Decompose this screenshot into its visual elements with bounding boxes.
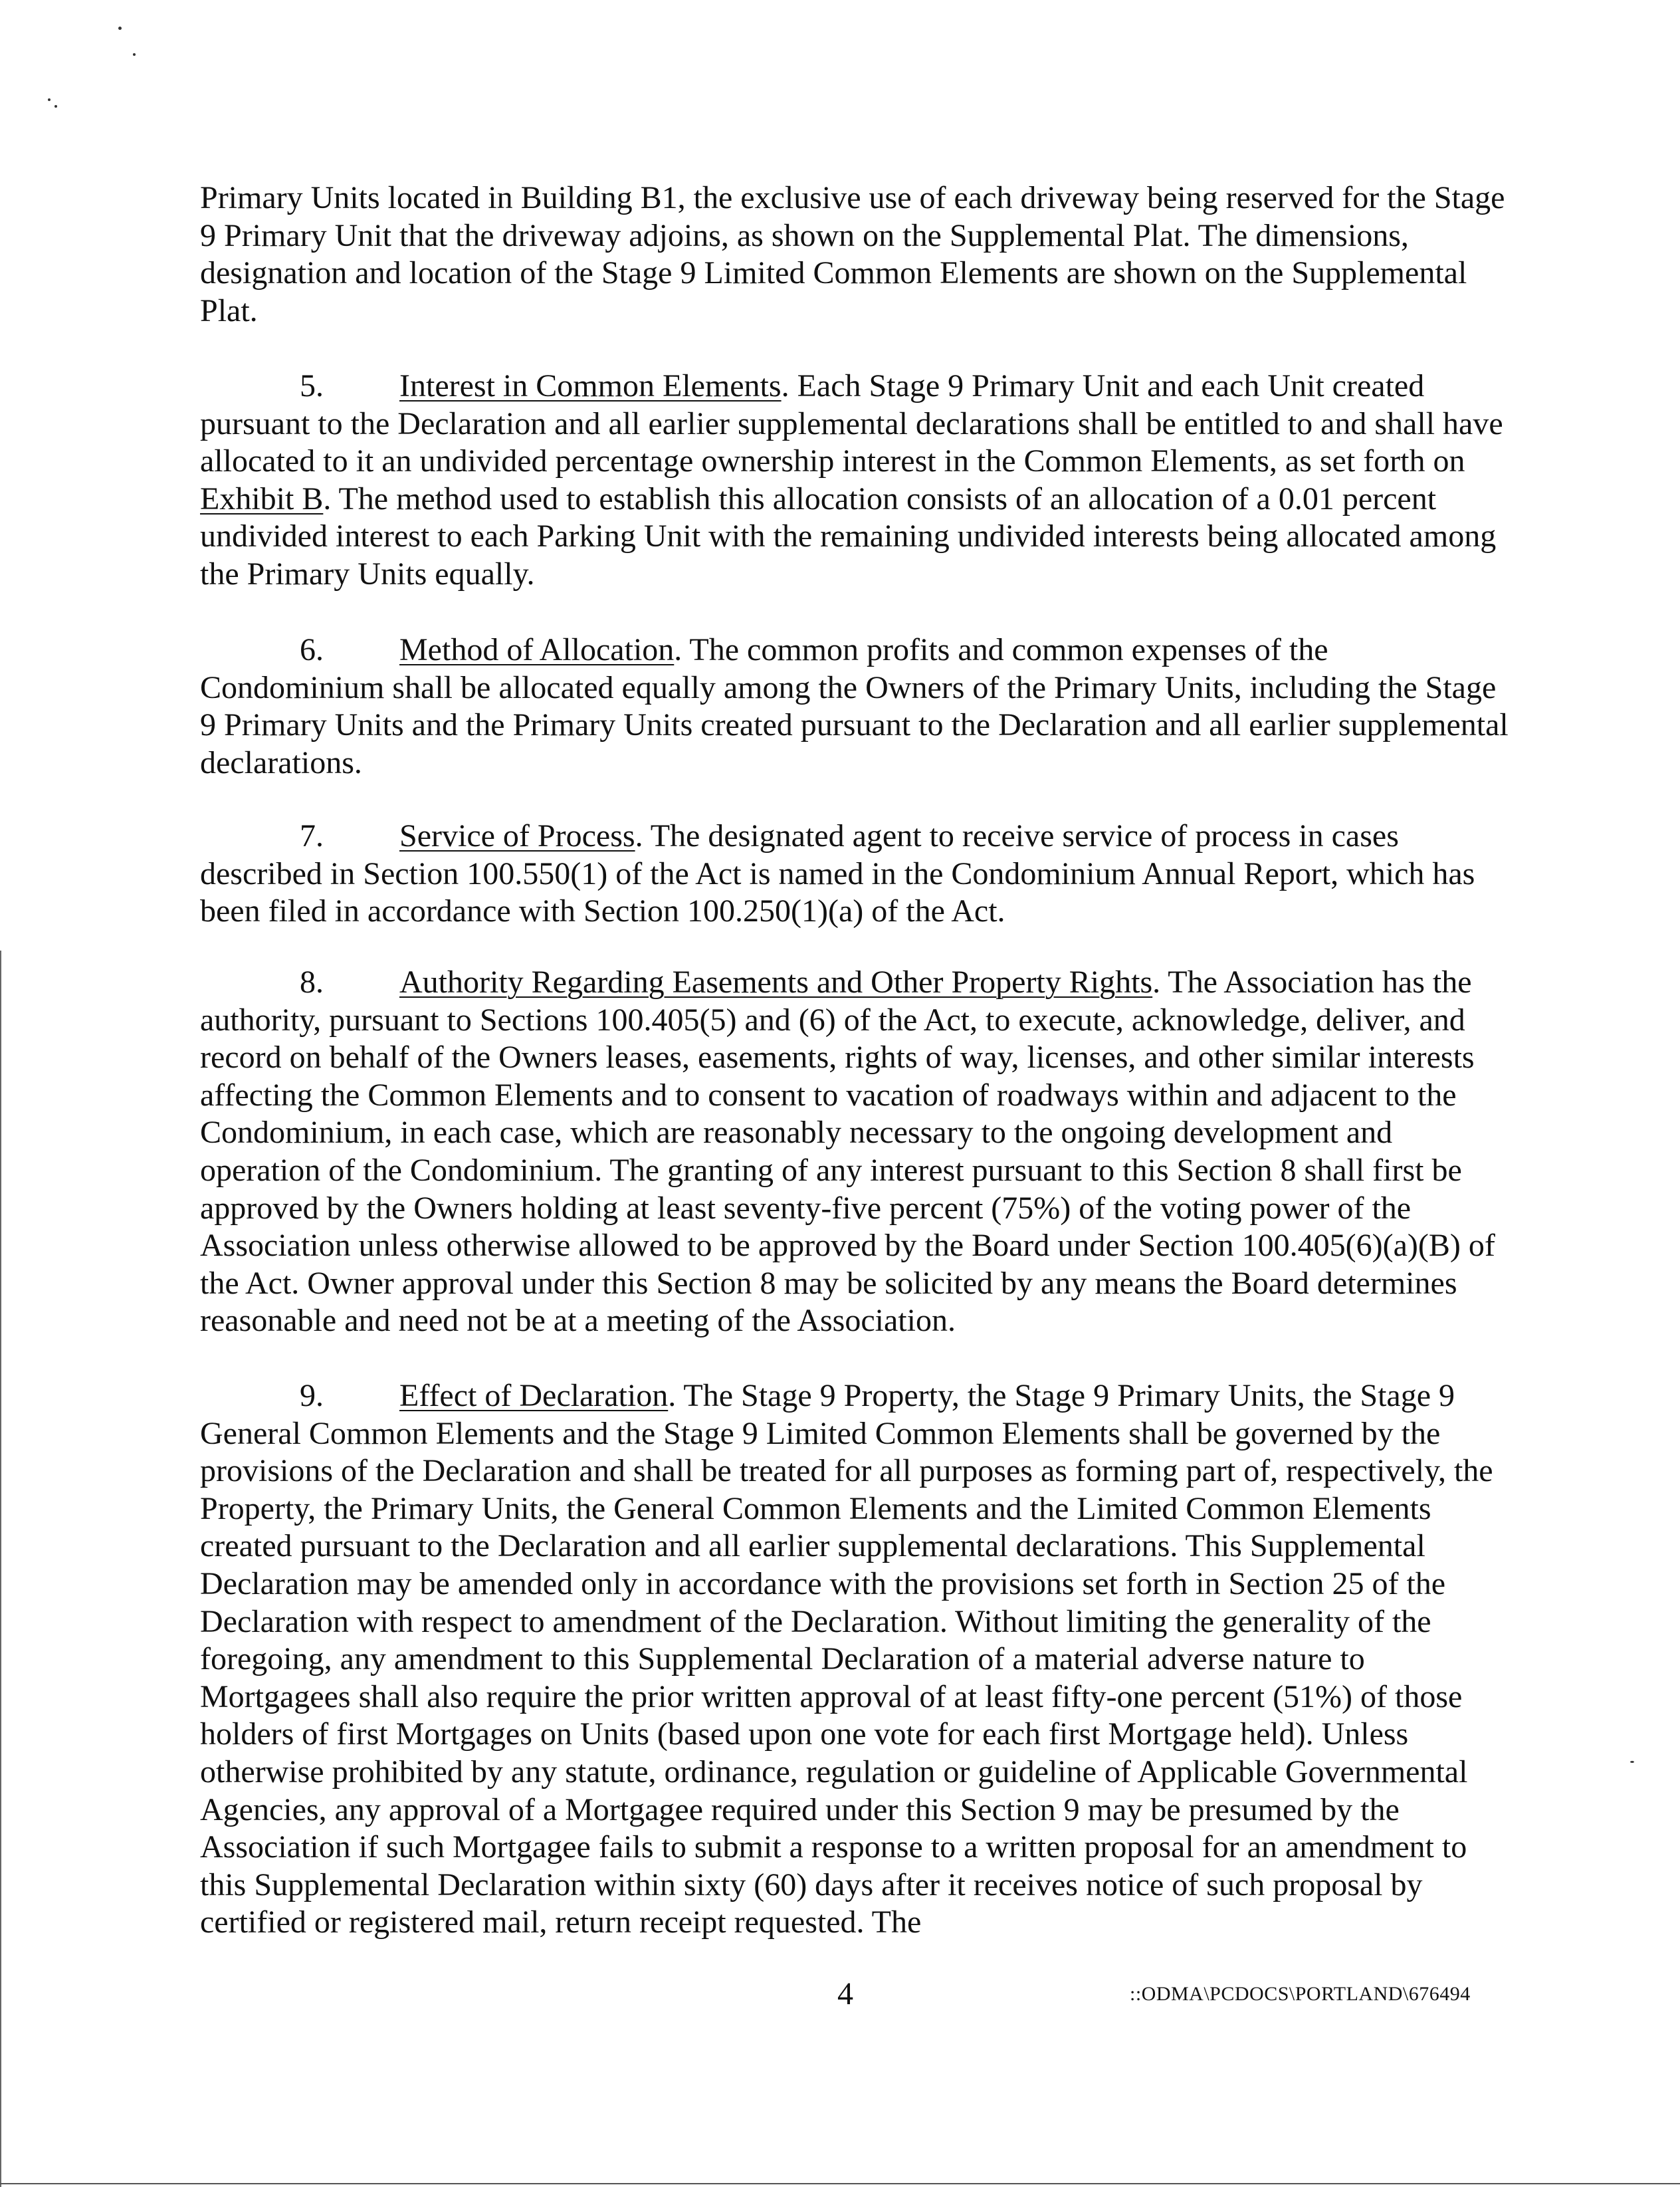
section-number: 7. [300, 818, 324, 854]
section-heading: Effect of Declaration [399, 1378, 669, 1413]
scan-speck [1630, 1761, 1634, 1763]
section-heading: Interest in Common Elements [399, 368, 782, 403]
section-text: . Each Stage 9 Primary Unit and each Unit created pursuant to the Declaration and all earlier supplemental declarations shall be entitled to and shall have allocated to it an undivided percentage ownership interest in the Common Elements, as set forth on [200, 368, 1503, 479]
section-6 [200, 632, 1519, 782]
document-id: ::ODMA\PCDOCS\PORTLAND\676494 [1130, 1983, 1471, 2005]
section-text: . The common profits and common expenses of the Condominium shall be allocated equally among the Owners of the Primary Units, including the Stage 9 Primary Units and the Primary Units created pursuant to the Declaration and all earlier supplemental declarations. [200, 632, 1509, 780]
section-9 [200, 1377, 1519, 1942]
section-number: 9. [300, 1378, 324, 1413]
scan-bottom-edge [0, 2183, 1680, 2184]
exhibit-reference: Exhibit B [200, 481, 324, 517]
section-text: . The designated agent to receive service of process in cases described in Section 100.550(1) of the Act is named in the Condominium Annual Report, which has been filed in accordance with Section 100.250(1)(a) of the Act. [200, 818, 1475, 929]
paragraph-continuation [200, 179, 1519, 330]
section-5 [200, 368, 1519, 594]
section-text: . The Stage 9 Property, the Stage 9 Primary Units, the Stage 9 General Common Elements and the Stage 9 Limited Common Elements shall be governed by the provisions of the Declaration and shall be treated for all purposes as forming part of, respectively, the Property, the Primary Units, the General Common Elements and the Limited Common Elements created pursuant to the Declaration and all earlier supplemental declarations. This Supplemental Declaration may be amended only in accordance with the provisions set forth in Section 25 of the Declaration with respect to amendment of the Declaration. Without limiting the generality of the foregoing, any amendment to this Supplemental Declaration of a material adverse nature to Mortgagees shall also require the prior written approval of at least fifty-one percent (51%) of those holders of first Mortgages on Units (based upon one vote for each first Mortgage held). Unless otherwise prohibited by any statute, ordinance, regulation or guideline of Applicable Governmental Agencies, any approval of a Mortgagee required under this Section 9 may be presumed by the Association if such Mortgagee fails to submit a response to a written proposal for an amendment to this Supplemental Declaration within sixty (60) days after it receives notice of such proposal by certified or registered mail, return receipt requested. The [200, 1378, 1493, 1940]
section-8 [200, 964, 1519, 1340]
paragraph-text: Primary Units located in Building B1, the exclusive use of each driveway being reserved for the Stage 9 Primary Unit that the driveway adjoins, as shown on the Supplemental Plat. The dimensions, designation and location of the Stage 9 Limited Common Elements are shown on the Supplemental Plat. [200, 180, 1505, 328]
section-text: . The method used to establish this allocation consists of an allocation of a 0.01 percent undivided interest to each Parking Unit with the remaining undivided interests being allocated among the Primary Units equally. [200, 481, 1497, 592]
section-heading: Service of Process [399, 818, 635, 854]
section-heading: Method of Allocation [399, 632, 675, 667]
scan-speck [54, 105, 57, 108]
section-text: . The Association has the authority, pursuant to Sections 100.405(5) and (6) of the Act, to execute, acknowledge, deliver, and record on behalf of the Owners leases, easements, rights of way, licenses, and other similar interests affecting the Common Elements and to consent to vacation of roadways within and adjacent to the Condominium, in each case, which are reasonably necessary to the ongoing development and operation of the Condominium. The granting of any interest pursuant to this Section 8 shall first be approved by the Owners holding at least seventy-five percent (75%) of the voting power of the Association unless otherwise allowed to be approved by the Board under Section 100.405(6)(a)(B) of the Act. Owner approval under this Section 8 may be solicited by any means the Board determines reasonable and need not be at a meeting of the Association. [200, 965, 1495, 1339]
section-number: 8. [300, 965, 324, 1000]
scan-edge-line [0, 951, 1, 2187]
section-number: 6. [300, 632, 324, 667]
section-number: 5. [300, 368, 324, 403]
scan-speck [118, 27, 122, 30]
scan-speck [133, 53, 136, 56]
page-number: 4 [837, 1976, 853, 2012]
scan-speck [48, 98, 51, 101]
section-7 [200, 818, 1519, 931]
section-heading: Authority Regarding Easements and Other Property Rights [399, 965, 1153, 1000]
